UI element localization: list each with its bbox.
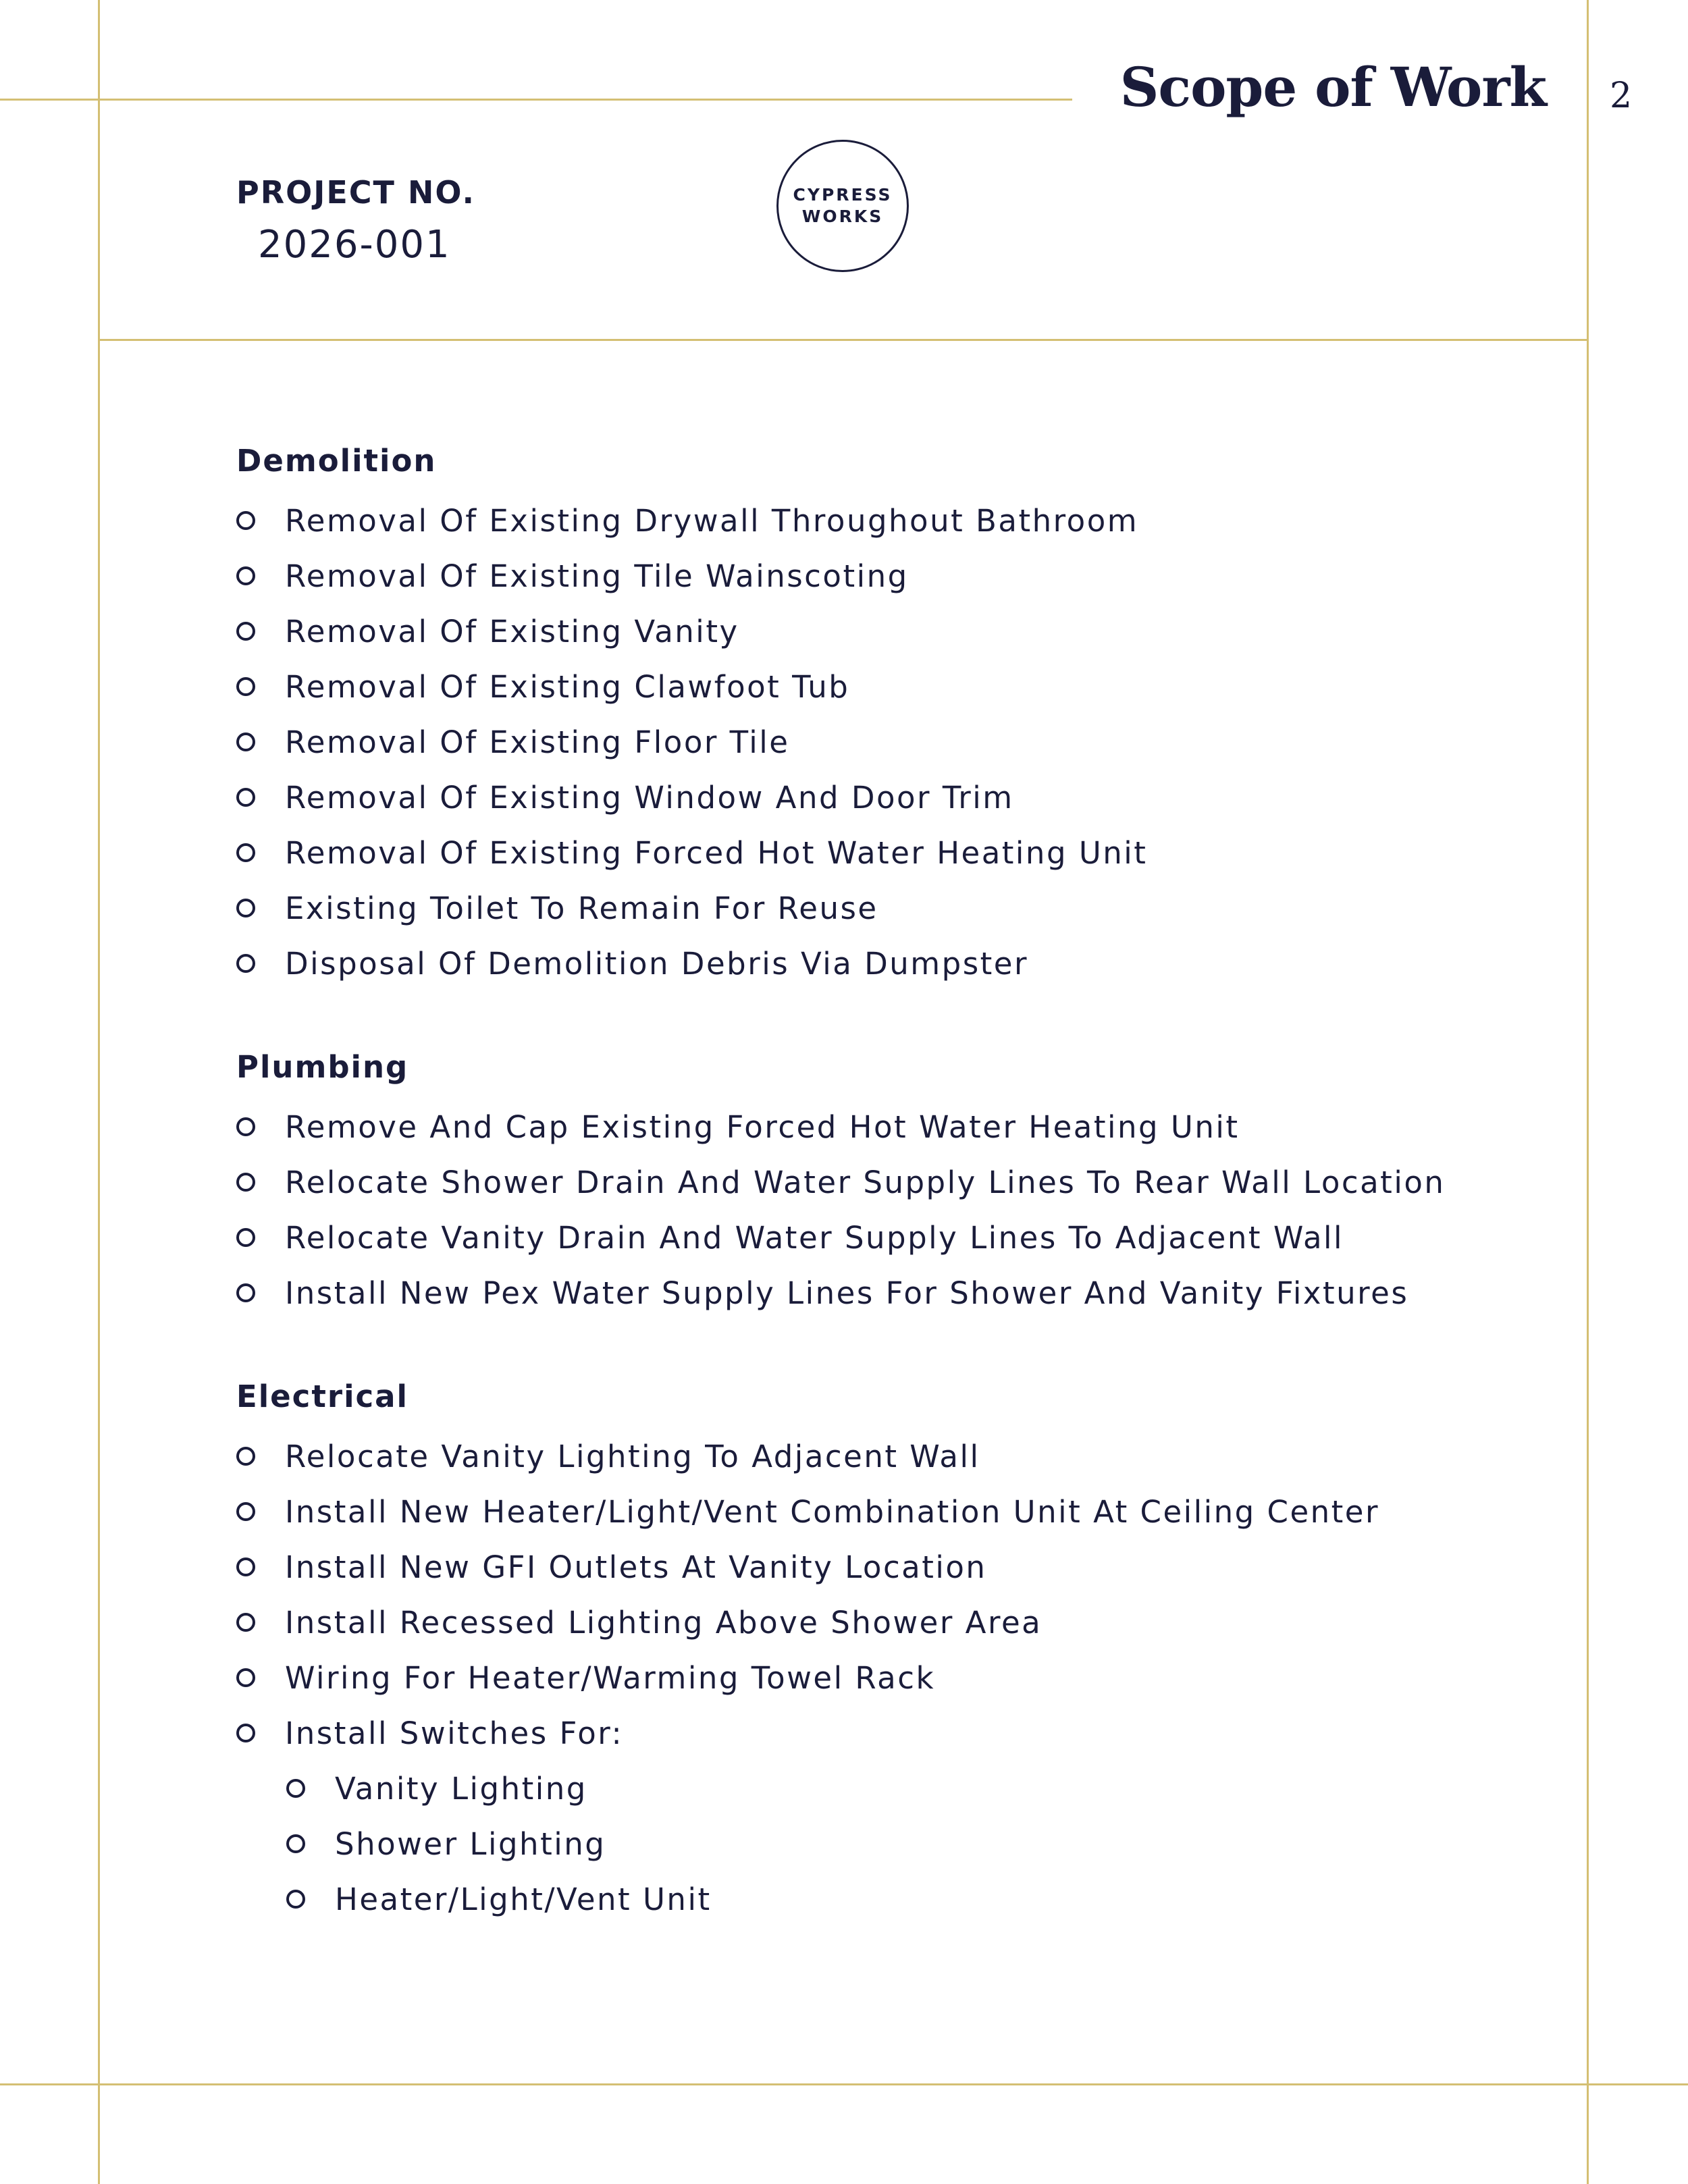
list-item-text: Install Switches For: [285, 1715, 624, 1751]
circle-bullet-icon [236, 733, 255, 751]
list-item [236, 548, 1553, 604]
logo-line-2: WORKS [801, 207, 884, 226]
sub-list-item-text: Vanity Lighting [335, 1770, 587, 1807]
circle-bullet-icon [286, 1779, 305, 1798]
list-item [236, 1484, 1553, 1539]
list-item [236, 770, 1553, 825]
sub-list-item [236, 1761, 1553, 1816]
list-item-text: Removal Of Existing Window And Door Trim [285, 779, 1014, 816]
circle-bullet-icon [286, 1834, 305, 1853]
list-item-text: Removal Of Existing Clawfoot Tub [285, 668, 850, 705]
list-item [236, 1099, 1553, 1154]
company-logo [776, 140, 909, 272]
section-heading: Demolition [236, 443, 437, 479]
list-item-text: Removal Of Existing Forced Hot Water Heating Unit [285, 834, 1148, 871]
circle-bullet-icon [236, 1117, 255, 1136]
list-item-text: Relocate Shower Drain And Water Supply Lines To Rear Wall Location [285, 1164, 1446, 1200]
list-item-text: Removal Of Existing Tile Wainscoting [285, 558, 909, 594]
list-item [236, 604, 1553, 659]
list-item [236, 1154, 1553, 1210]
list-item-text: Existing Toilet To Remain For Reuse [285, 890, 878, 926]
section-electrical [236, 1373, 1553, 1927]
circle-bullet-icon [236, 843, 255, 862]
circle-bullet-icon [236, 1173, 255, 1192]
page-title: Scope of Work [1119, 55, 1546, 119]
list-item [236, 1705, 1553, 1761]
circle-bullet-icon [236, 511, 255, 530]
list-item [236, 1210, 1553, 1265]
circle-bullet-icon [286, 1890, 305, 1909]
sub-list-item [236, 1871, 1553, 1927]
circle-bullet-icon [236, 1283, 255, 1302]
circle-bullet-icon [236, 1447, 255, 1466]
circle-bullet-icon [236, 1613, 255, 1632]
circle-bullet-icon [236, 1668, 255, 1687]
list-item [236, 880, 1553, 936]
sub-list-item-text: Heater/Light/Vent Unit [335, 1881, 712, 1917]
circle-bullet-icon [236, 788, 255, 807]
circle-bullet-icon [236, 1724, 255, 1742]
list-item-text: Wiring For Heater/Warming Towel Rack [285, 1659, 936, 1696]
left-border-line [98, 0, 100, 2184]
list-item-text: Install New GFI Outlets At Vanity Location [285, 1549, 987, 1585]
circle-bullet-icon [236, 566, 255, 585]
circle-bullet-icon [236, 1228, 255, 1247]
circle-bullet-icon [236, 622, 255, 641]
list-item-text: Install Recessed Lighting Above Shower Area [285, 1604, 1043, 1641]
list-item-text: Install New Heater/Light/Vent Combination Unit At Ceiling Center [285, 1493, 1379, 1530]
circle-bullet-icon [236, 1502, 255, 1521]
list-item-text: Removal Of Existing Floor Tile [285, 724, 790, 760]
sub-list-item [236, 1816, 1553, 1871]
scope-content [236, 437, 1553, 1979]
bottom-rule [0, 2083, 1688, 2085]
list-item [236, 1650, 1553, 1705]
top-rule [0, 99, 1072, 101]
list-item [236, 825, 1553, 880]
project-label: PROJECT NO. [236, 174, 475, 211]
section-heading: Electrical [236, 1379, 408, 1414]
circle-bullet-icon [236, 899, 255, 917]
list-item-text: Disposal Of Demolition Debris Via Dumpster [285, 945, 1028, 982]
section-demolition [236, 437, 1553, 991]
circle-bullet-icon [236, 677, 255, 696]
list-item-text: Remove And Cap Existing Forced Hot Water Heating Unit [285, 1109, 1240, 1145]
list-item [236, 1265, 1553, 1321]
project-number: 2026-001 [258, 223, 451, 267]
list-item-text: Removal Of Existing Drywall Throughout Bathroom [285, 502, 1139, 539]
list-item [236, 936, 1553, 991]
list-item-text: Install New Pex Water Supply Lines For Shower And Vanity Fixtures [285, 1275, 1409, 1311]
list-item [236, 714, 1553, 770]
list-item [236, 1429, 1553, 1484]
list-item [236, 493, 1553, 548]
sub-list-item-text: Shower Lighting [335, 1826, 606, 1862]
header-divider [98, 339, 1589, 341]
logo-line-1: CYPRESS [793, 185, 893, 205]
list-item [236, 1595, 1553, 1650]
list-item [236, 659, 1553, 714]
section-heading: Plumbing [236, 1049, 409, 1085]
page-number: 2 [1610, 76, 1633, 116]
circle-bullet-icon [236, 954, 255, 973]
list-item-text: Relocate Vanity Lighting To Adjacent Wall [285, 1438, 980, 1474]
circle-bullet-icon [236, 1557, 255, 1576]
list-item [236, 1539, 1553, 1595]
list-item-text: Relocate Vanity Drain And Water Supply Lines To Adjacent Wall [285, 1219, 1344, 1256]
list-item-text: Removal Of Existing Vanity [285, 613, 739, 649]
right-border-line [1587, 0, 1589, 2184]
section-plumbing [236, 1044, 1553, 1321]
